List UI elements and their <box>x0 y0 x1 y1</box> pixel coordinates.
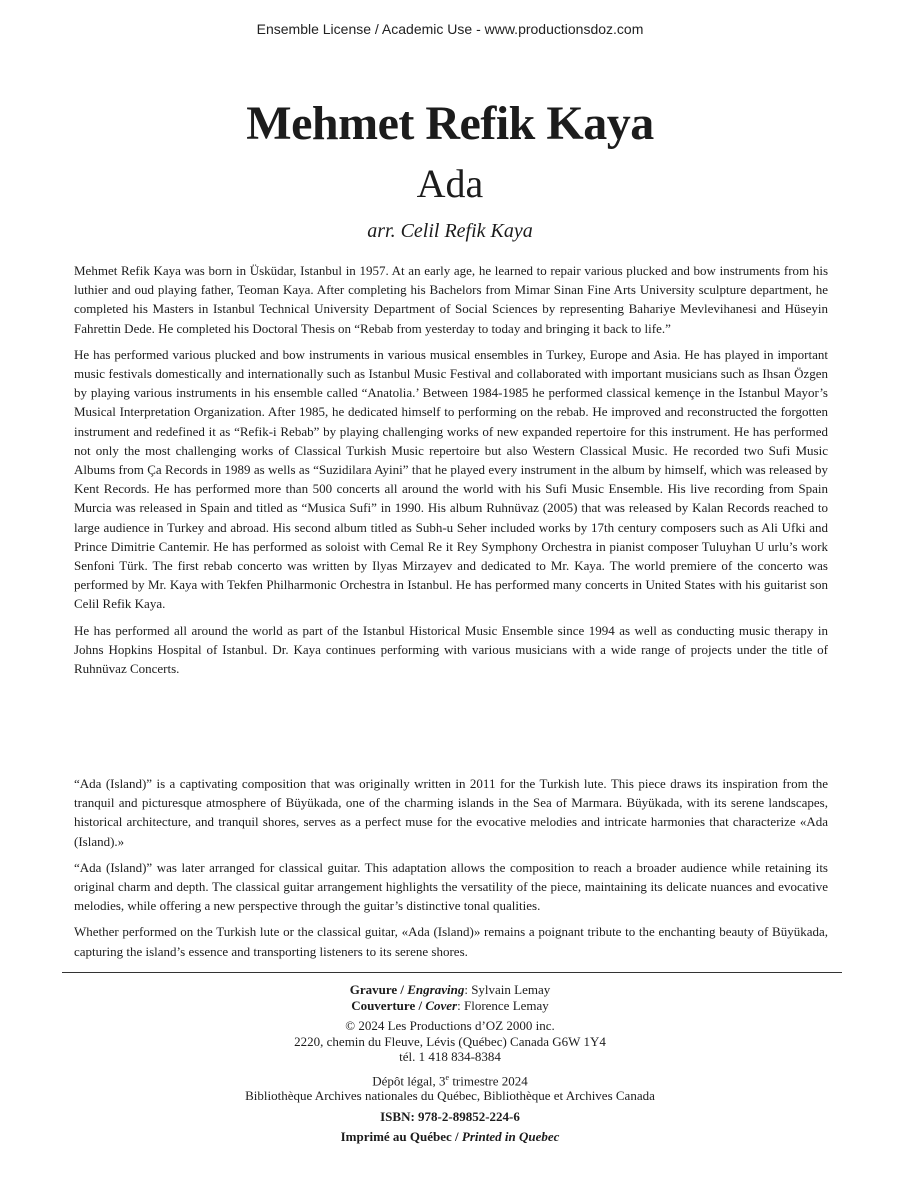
description-paragraph: “Ada (Island)” is a captivating composition that was originally written in 2011 for the Turkish lute. This piece draws its inspiration from the tranquil and picturesque atmosphere of Büyükada, one of the charming islands in the Sea of Marmara. Büyükada, with its serene landscapes, historical architecture, and tranquil shores, serves as a perfect muse for the evocative melodies and intricate harmonies that characterize «Ada (Island).» <box>74 776 828 849</box>
cover-credit: Couverture / Cover: Florence Lemay <box>351 997 549 1013</box>
printed-notice: Imprimé au Québec / Printed in Quebec <box>340 1129 560 1145</box>
piece-title: Ada <box>416 161 484 206</box>
arranger-credit: arr. Celil Refik Kaya <box>367 220 533 242</box>
legal-deposit: Dépôt légal, 3e trimestre 2024 <box>372 1072 528 1088</box>
copyright-notice: © 2024 Les Productions d’OZ 2000 inc. <box>345 1018 555 1033</box>
biography-section <box>74 261 828 685</box>
composer-name: Mehmet Refik Kaya <box>246 97 654 150</box>
biography-paragraph: He has performed various plucked and bow instruments in various musical ensembles in Turkey, Europe and Asia. He has played in important music festivals domestically and internationally such as Istanbul Music Festival and collaborated with important musicians such as Ihsan Özgen by playing various instruments in his ensemble called “Anatolia.’ Between 1984-1985 he performed classical kemençe in the Istanbul Mayor’s Musical Interpretation Organization. After 1985, he dedicated himself to performing on the rebab. He improved and reconstructed the forgotten instrument and redefined it as “Refik-i Rebab” by playing challenging works of new expanded repertoire for this instrument. He has performed not only the most challenging works of Classical Turkish Music repertoire but also Western Classical Music. He recorded two Sufi Music Albums from Ça Records in 1989 as wells as “Suzidilara Ayini” that he played every instrument in the album by himself, which was released by Kent Records. He has performed more than 500 concerts all around the world with his Sufi Music Ensemble. His live recording from Spain Murcia was released in Spain and titled as “Musica Sufi” in 1990. His album Ruhnüvaz (2005) that was released by Kalan Records reached to large audience in Turkey and abroad. His second album titled as Subh-u Seher included works by 17th century composers such as Ali Ufki and Prince Dimitrie Cantemir. He has performed as soloist with Cemal Re it Rey Symphony Orchestra in pianist composer Tuluyhan U urlu’s work Senfoni Türk. The first rebab concerto was written by Ilyas Mirzayev and dedicated to Mr. Kaya. The world premiere of the concerto was performed by Mr. Kaya with Tekfen Philharmonic Orchestra in Istanbul. He has performed many concerts in United States with his guitarist son Celil Refik Kaya. <box>74 346 828 612</box>
description-paragraph: Whether performed on the Turkish lute or the classical guitar, «Ada (Island)» remains a poignant tribute to the enchanting beauty of Büyükada, capturing the island’s essence and transporting listeners to its serene shores. <box>74 924 828 959</box>
description-paragraph: “Ada (Island)” was later arranged for classical guitar. This adaptation allows the composition to reach a broader audience while retaining its original charm and depth. The classical guitar arrangement highlights the versatility of the piece, maintaining its delicate nuances and evocative melodies, while offering a new perspective through the guitar’s distinctive tonal qualities. <box>74 859 828 914</box>
piece-description-section <box>74 774 828 968</box>
biography-paragraph: He has performed all around the world as part of the Istanbul Historical Music Ensemble since 1994 as well as conducting music therapy in Johns Hopkins Hospital of Istanbul. Dr. Kaya continues performing with various musicians with a wide range of projects under the title of Ruhnüvaz Concerts. <box>74 622 828 677</box>
license-header: Ensemble License / Academic Use - www.productionsdoz.com <box>256 21 644 37</box>
engraving-credit: Gravure / Engraving: Sylvain Lemay <box>349 982 551 997</box>
publication-credits <box>0 982 900 1150</box>
divider <box>62 972 842 973</box>
publisher-phone: tél. 1 418 834-8384 <box>399 1049 501 1064</box>
libraries-notice: Bibliothèque Archives nationales du Québec, Bibliothèque et Archives Canada <box>245 1088 655 1104</box>
biography-paragraph: Mehmet Refik Kaya was born in Üsküdar, Istanbul in 1957. At an early age, he learned to repair various plucked and bow instruments from his luthier and oud playing father, Teoman Kaya. After completing his Bachelors from Mimar Sinan Fine Arts University sculpture department, he completed his Masters in Istanbul Technical University Department of Social Sciences by representing Bahariye Mevlevihanesi and Hüseyin Fahrettin Dede. He completed his Doctoral Thesis on “Rebab from yesterday to today and bringing it back to life.” <box>74 263 828 336</box>
publisher-address: 2220, chemin du Fleuve, Lévis (Québec) Canada G6W 1Y4 <box>294 1033 606 1049</box>
isbn: ISBN: 978-2-89852-224-6 <box>380 1108 520 1124</box>
